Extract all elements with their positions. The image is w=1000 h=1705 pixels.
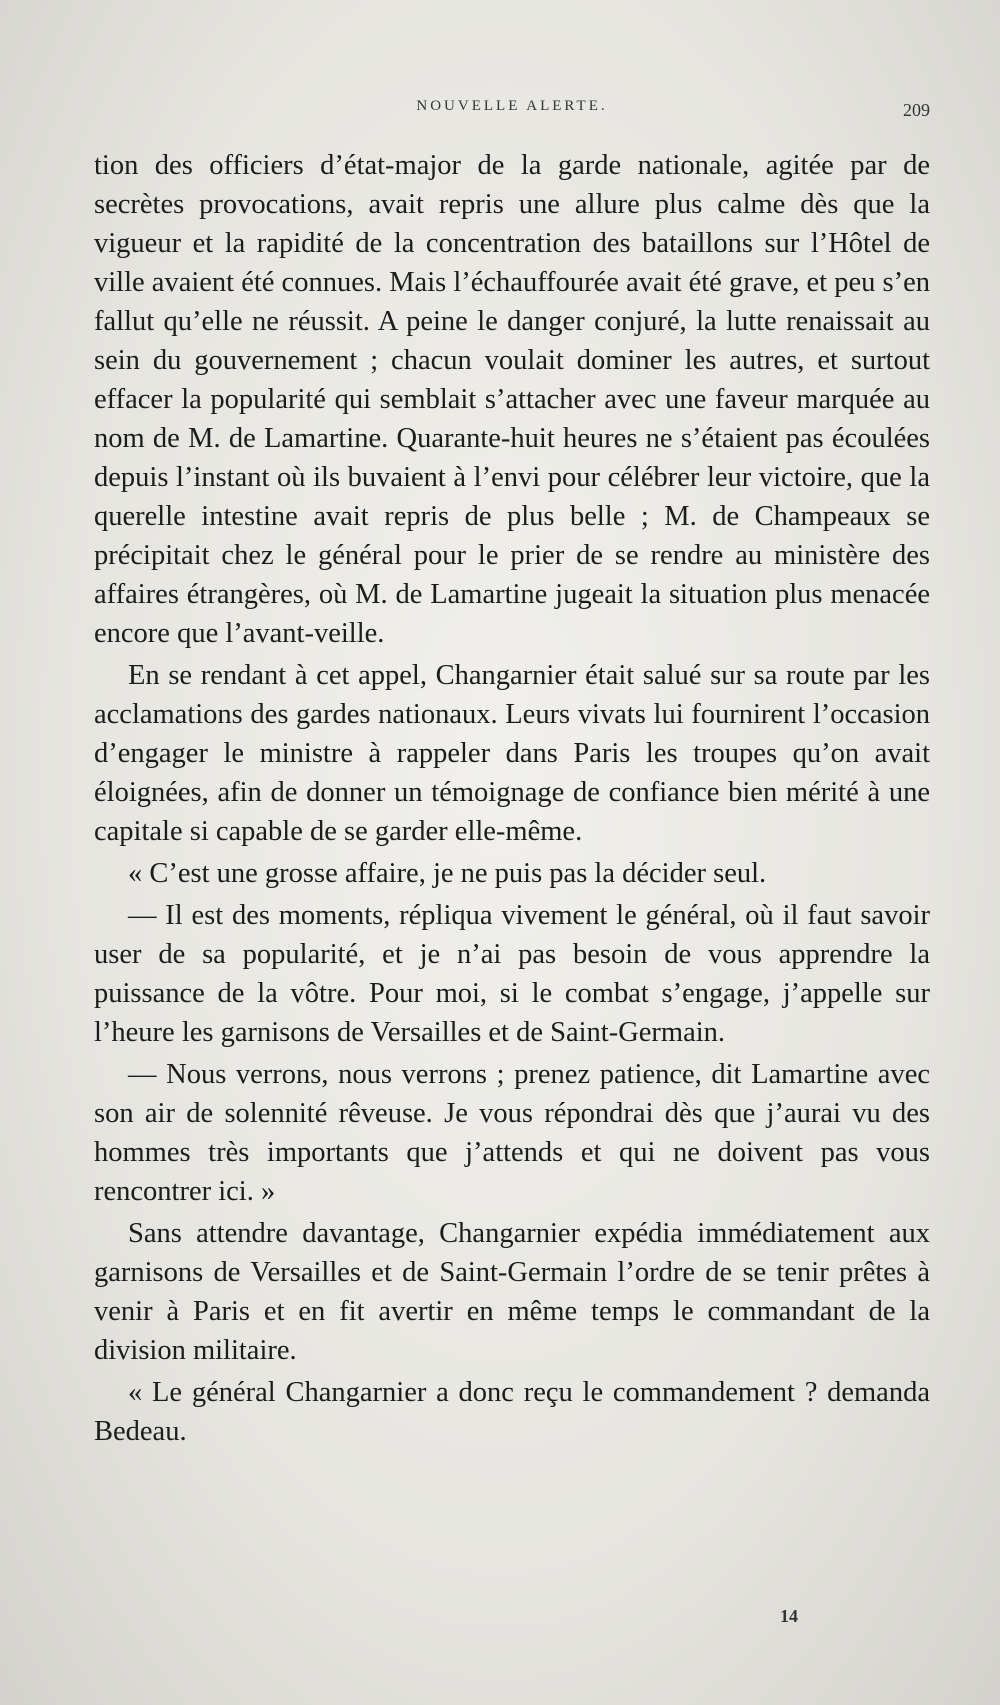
page-number: 209 [903,100,930,120]
paragraph: — Il est des moments, répliqua vivement le général, où il faut savoir user de sa popularité, et je n’ai pas besoin de vous apprendre la puissance de la vôtre. Pour moi, si le combat s’engage, j’appelle sur l’heure les garnisons de Versailles et de Saint-Germain. [94,900,930,1048]
paragraph: « C’est une grosse affaire, je ne puis pas la décider seul. [128,858,767,889]
body-text [94,146,930,1454]
running-head [94,98,930,124]
paragraph: En se rendant à cet appel, Changarnier était salué sur sa route par les acclamations des gardes nationaux. Leurs vivats lui fournirent l’occasion d’engager le ministre à rappeler dans Paris les troupes qu’on avait éloignées, afin de donner un témoignage de confiance bien mérité à une capitale si capable de se garder elle-même. [94,660,930,847]
paragraph: Sans attendre davantage, Changarnier expédia immédiatement aux garnisons de Versailles et de Saint-Germain l’ordre de se tenir prêtes à venir à Paris et en fit avertir en même temps le commandant de la division militaire. [94,1218,930,1366]
running-title: NOUVELLE ALERTE. [416,98,608,114]
paragraph: tion des officiers d’état-major de la garde nationale, agitée par de secrètes provocations, avait repris une allure plus calme dès que la vigueur et la rapidité de la concentration des bataillons sur l’Hôtel de ville avaient été connues. Mais l’échauffourée avait été grave, et peu s’en fallut qu’elle ne réussit. A peine le danger conjuré, la lutte renaissait au sein du gouvernement ; chacun voulait dominer les autres, et surtout effacer la popularité qui semblait s’attacher avec une faveur marquée au nom de M. de Lamartine. Quarante-huit heures ne s’étaient pas écoulées depuis l’instant où ils buvaient à l’envi pour célébrer leur victoire, que la querelle intestine avait repris de plus belle ; M. de Champeaux se précipitait chez le général pour le prier de se rendre au ministère des affaires étrangères, où M. de Lamartine jugeait la situation plus menacée encore que l’avant-veille. [94,150,930,649]
paragraph: — Nous verrons, nous verrons ; prenez patience, dit Lamartine avec son air de solennité rêveuse. Je vous répondrai dès que j’aurai vu des hommes très importants que j’attends et qui ne doivent pas vous rencontrer ici. » [94,1059,930,1207]
signature-mark: 14 [780,1606,798,1626]
paragraph: « Le général Changarnier a donc reçu le commandement ? demanda Bedeau. [94,1377,930,1447]
